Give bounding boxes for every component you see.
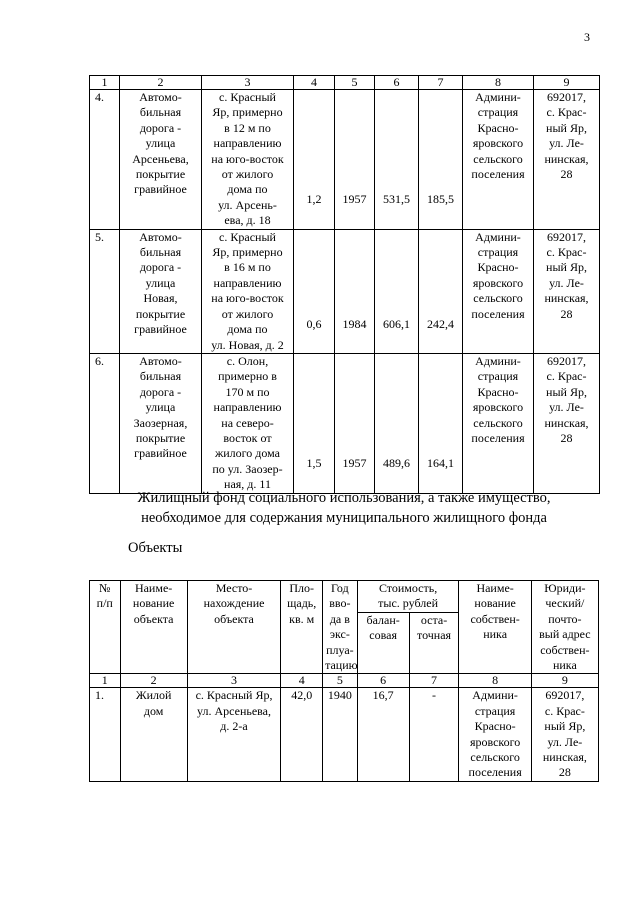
length-value: 1,2 [294, 90, 335, 230]
owner-address: 692017, с. Крас- ный Яр, ул. Ле- нинская, 28 [534, 353, 600, 493]
header-address: Юриди- ческий/ почто- вый адрес собствен- ника [531, 581, 598, 674]
residual-value: 185,5 [419, 90, 463, 230]
header-area: Пло- щадь, кв. м [281, 581, 323, 674]
housing-objects-table [89, 580, 599, 782]
column-number: 7 [419, 76, 463, 90]
column-number: 5 [323, 674, 358, 688]
road-objects-table [89, 75, 600, 494]
header-balance: балан- совая [357, 612, 409, 674]
balance-value: 489,6 [375, 353, 419, 493]
header-object-name: Наиме- нование объекта [120, 581, 187, 674]
column-number: 1 [90, 674, 121, 688]
owner-name: Админи- страция Красно- яровского сельского поселения [463, 353, 534, 493]
table-row [90, 688, 599, 781]
column-number: 6 [357, 674, 409, 688]
row-number: 1. [90, 688, 121, 781]
column-number: 2 [120, 76, 202, 90]
balance-value: 16,7 [357, 688, 409, 781]
column-number: 3 [202, 76, 294, 90]
year-value: 1957 [335, 90, 375, 230]
owner-name: Админи- страция Красно- яровского сельского поселения [463, 229, 534, 353]
column-number: 8 [463, 76, 534, 90]
object-location: с. Красный Яр, примерно в 16 м по направлению на юго-восток от жилого дома по ул. Новая, д. 2 [202, 229, 294, 353]
column-number: 3 [187, 674, 281, 688]
column-number: 6 [375, 76, 419, 90]
row-number: 4. [90, 90, 120, 230]
column-number: 7 [409, 674, 459, 688]
owner-name: Админи- страция Красно- яровского сельского поселения [459, 688, 531, 781]
balance-value: 606,1 [375, 229, 419, 353]
owner-address: 692017, с. Крас- ный Яр, ул. Ле- нинская, 28 [534, 229, 600, 353]
year-value: 1984 [335, 229, 375, 353]
object-name: Автомо- бильная дорога - улица Заозерная, покрытие гравийное [120, 353, 202, 493]
owner-address: 692017, с. Крас- ный Яр, ул. Ле- нинская, 28 [531, 688, 598, 781]
page-number: 3 [584, 30, 590, 44]
header-number: № п/п [90, 581, 121, 674]
owner-address: 692017, с. Крас- ный Яр, ул. Ле- нинская, 28 [534, 90, 600, 230]
object-name: Жилой дом [120, 688, 187, 781]
owner-name: Админи- страция Красно- яровского сельского поселения [463, 90, 534, 230]
length-value: 0,6 [294, 229, 335, 353]
balance-value: 531,5 [375, 90, 419, 230]
section-subheading: Объекты [128, 540, 183, 556]
column-number: 5 [335, 76, 375, 90]
length-value: 1,5 [294, 353, 335, 493]
table-row [90, 229, 600, 353]
header-year: Год вво- да в экс- плуа- тацию [323, 581, 358, 674]
column-number: 2 [120, 674, 187, 688]
column-number: 1 [90, 76, 120, 90]
header-cost: Стоимость, тыс. рублей [357, 581, 459, 613]
object-name: Автомо- бильная дорога - улица Арсеньева, покрытие гравийное [120, 90, 202, 230]
object-location: с. Красный Яр, ул. Арсеньева, д. 2-а [187, 688, 281, 781]
section-heading: Жилищный фонд социального использования, а также имущество, необходимое для содержания муниципального жилищного фонда [137, 490, 551, 526]
header-location: Место- нахождение объекта [187, 581, 281, 674]
column-number-row [90, 674, 599, 688]
table-row [90, 90, 600, 230]
column-number: 9 [531, 674, 598, 688]
table-header-row [90, 581, 599, 613]
column-number: 8 [459, 674, 531, 688]
header-owner: Наиме- нование собствен- ника [459, 581, 531, 674]
header-residual: оста- точная [409, 612, 459, 674]
residual-value: 164,1 [419, 353, 463, 493]
year-value: 1957 [335, 353, 375, 493]
column-number-row [90, 76, 600, 90]
column-number: 4 [294, 76, 335, 90]
residual-value: - [409, 688, 459, 781]
column-number: 4 [281, 674, 323, 688]
area-value: 42,0 [281, 688, 323, 781]
residual-value: 242,4 [419, 229, 463, 353]
object-location: с. Красный Яр, примерно в 12 м по направлению на юго-восток от жилого дома по ул. Арсень- ева, д. 18 [202, 90, 294, 230]
row-number: 6. [90, 353, 120, 493]
row-number: 5. [90, 229, 120, 353]
object-name: Автомо- бильная дорога - улица Новая, покрытие гравийное [120, 229, 202, 353]
table-row [90, 353, 600, 493]
object-location: с. Олон, примерно в 170 м по направлению на северо- восток от жилого дома по ул. Заозер- ная, д. 11 [202, 353, 294, 493]
column-number: 9 [534, 76, 600, 90]
year-value: 1940 [323, 688, 358, 781]
